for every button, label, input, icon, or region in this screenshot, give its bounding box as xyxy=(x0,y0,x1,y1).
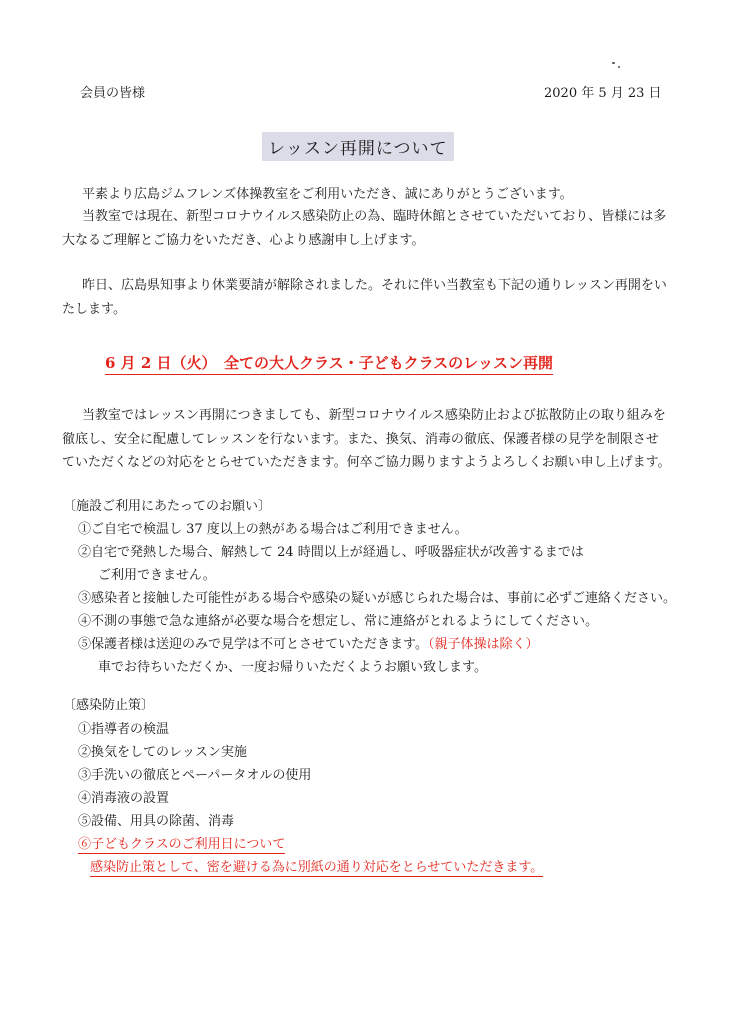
facility-item-5-text: ⑤保護者様は送迎のみで見学は不可とさせていただきます。 xyxy=(78,637,428,652)
facility-item-2: ②自宅で発熱した場合、解熱して 24 時間以上が経過し、呼吸器症状が改善するまでは xyxy=(78,545,584,560)
prevention-item-1: ①指導者の検温 xyxy=(78,722,170,737)
facility-item-3: ③感染者と接触した可能性がある場合や感染の疑いが感じられた場合は、事前に必ずご連絡ください。 xyxy=(78,591,677,606)
prevention-item-5: ⑤設備、用具の除菌、消毒 xyxy=(78,814,235,829)
measures-line-3: ていただくなどの対応をとらせていただきます。何卒ご協力賜りますようよろしくお願い申し上げます。 xyxy=(62,455,671,470)
announcement-line-1: 昨日、広島県知事より休業要請が解除されました。それに伴い当教室も下記の通りレッスン再開をい xyxy=(82,278,667,293)
facility-item-2-cont: ご利用できません。 xyxy=(98,568,216,583)
facility-item-5-note: （親子体操は除く） xyxy=(427,637,539,652)
scan-speck xyxy=(618,66,620,68)
measures-line-2: 徹底し、安全に配慮してレッスンを行ないます。また、換気、消毒の徹底、保護者様の見学を制限させ xyxy=(62,432,659,447)
prevention-item-2: ②換気をしてのレッスン実施 xyxy=(78,745,247,760)
prevention-item-4: ④消毒液の設置 xyxy=(78,791,170,806)
addressee: 会員の皆様 xyxy=(80,86,146,101)
prevention-item-3: ③手洗いの徹底とペーパータオルの使用 xyxy=(78,768,312,783)
announcement-line-2: たします。 xyxy=(62,302,126,317)
facility-heading: 〔施設ご利用にあたってのお願い〕 xyxy=(63,499,272,514)
document-date: 2020 年 5 月 23 日 xyxy=(544,86,662,101)
facility-item-1: ①ご自宅で検温し 37 度以上の熱がある場合はご利用できません。 xyxy=(78,522,468,537)
intro-line-1: 平素より広島ジムフレンズ体操教室をご利用いただき、誠にありがとうございます。 xyxy=(82,187,573,202)
prevention-item-6: ⑥子どもクラスのご利用日について xyxy=(78,833,285,854)
intro-line-3: 大なるご理解とご協力をいただき、心より感謝申し上げます。 xyxy=(62,233,425,248)
intro-line-2: 当教室では現在、新型コロナウイルス感染防止の為、臨時休館とさせていただいており、皆様には多 xyxy=(82,209,667,224)
document-title: レッスン再開について xyxy=(262,132,454,161)
prevention-heading: 〔感染防止策〕 xyxy=(63,698,155,713)
facility-item-5 xyxy=(78,633,538,652)
facility-item-5-cont: 車でお待ちいただくか、一度お帰りいただくようお願い致します。 xyxy=(98,660,487,675)
prevention-item-6-detail: 感染防止策として、密を避ける為に別紙の通り対応をとらせていただきます。 xyxy=(90,856,543,877)
reopening-headline: 6 月 2 日（火） 全ての大人クラス・子どもクラスのレッスン再開 xyxy=(105,352,553,375)
facility-item-4: ④不測の事態で急な連絡が必要な場合を想定し、常に連絡がとれるようにしてください。 xyxy=(78,614,599,629)
scan-speck xyxy=(612,62,615,64)
measures-line-1: 当教室ではレッスン再開につきましても、新型コロナウイルス感染防止および拡散防止の取り組みを xyxy=(82,408,666,423)
